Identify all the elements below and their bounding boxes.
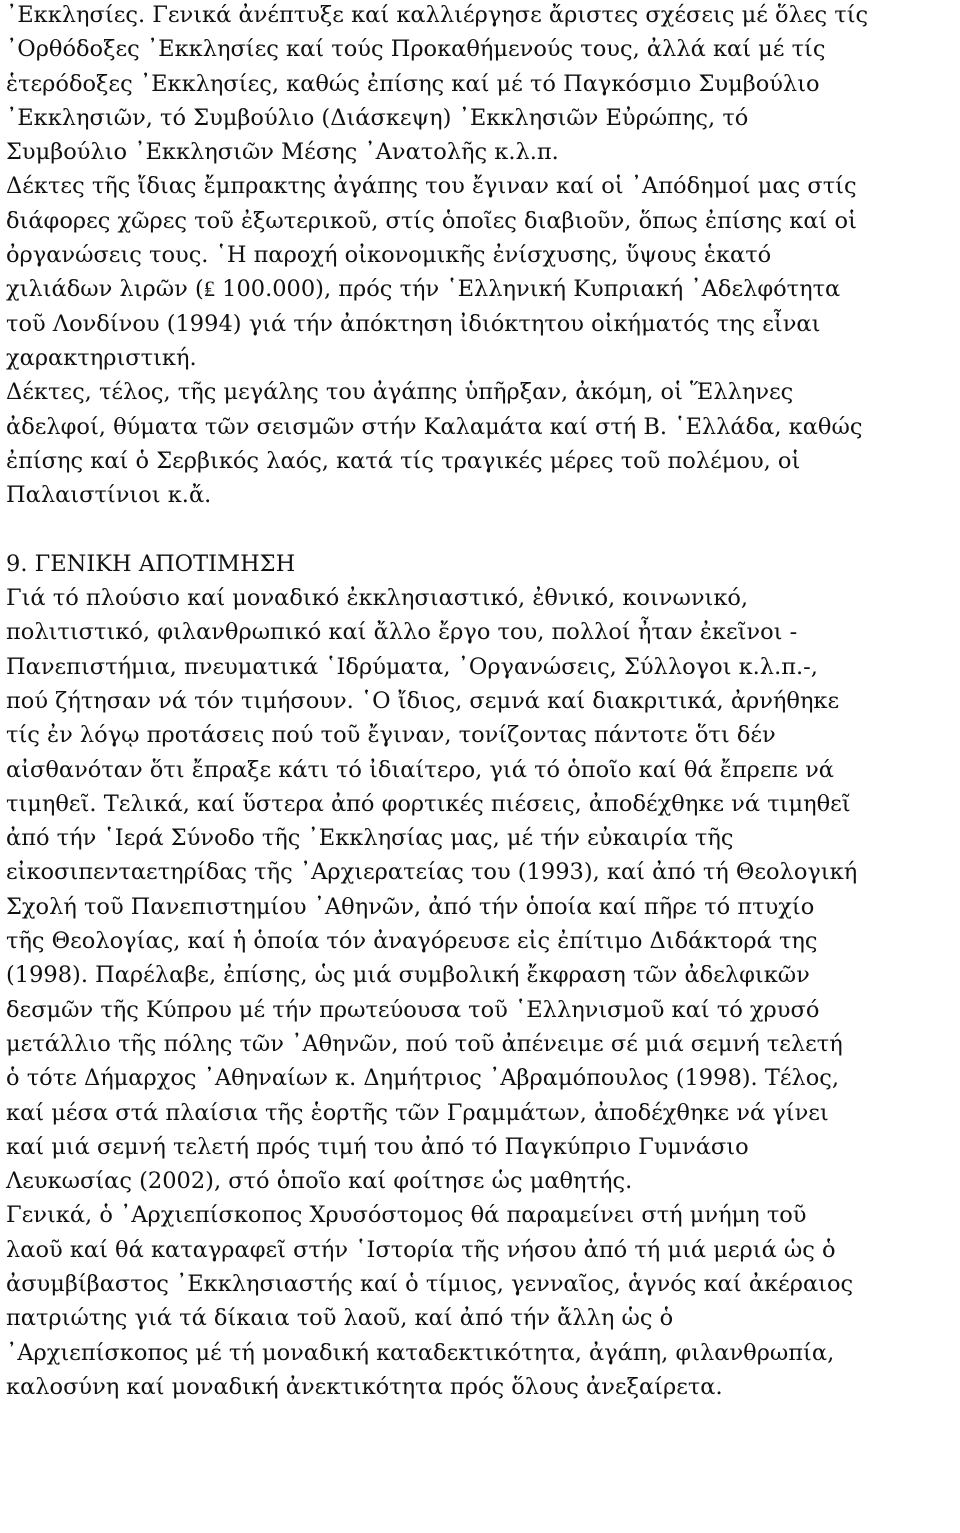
text-line: ὀργανώσεις τους. ῾Η παροχή οἰκονομικῆς ἐνίσχυσης, ὕψους ἑκατό — [6, 242, 772, 269]
text-line: χαρακτηριστική. — [6, 344, 197, 371]
text-line: Πανεπιστήμια, πνευματικά ῾Ιδρύματα, ᾿Οργανώσεις, Σύλλογοι κ.λ.π.-, — [6, 653, 818, 680]
paragraph-1 — [6, 0, 956, 169]
text-line: καί μιά σεμνή τελετή πρός τιμή του ἀπό τό Παγκύπριο Γυμνάσιο — [6, 1133, 749, 1160]
text-line: ἀσυμβίβαστος ᾿Εκκλησιαστής καί ὁ τίμιος, γενναῖος, ἁγνός καί ἀκέραιος — [6, 1270, 854, 1297]
text-line: πολιτιστικό, φιλανθρωπικό καί ἄλλο ἔργο του, πολλοί ἦταν ἐκεῖνοι - — [6, 619, 798, 646]
paragraph-3 — [6, 375, 956, 512]
text-line: τοῦ Λονδίνου (1994) γιά τήν ἀπόκτηση ἰδιόκτητου οἰκήματός της εἶναι — [6, 310, 821, 337]
text-line: διάφορες χῶρες τοῦ ἐξωτερικοῦ, στίς ὁποῖες διαβιοῦν, ὅπως ἐπίσης καί οἱ — [6, 207, 857, 234]
text-line: ᾿Εκκλησιῶν, τό Συμβούλιο (Διάσκεψη) ᾿Εκκλησιῶν Εὐρώπης, τό — [6, 104, 749, 131]
text-line: μετάλλιο τῆς πόλης τῶν ᾿Αθηνῶν, πού τοῦ ἀπένειμε σέ μιά σεμνή τελετή — [6, 1030, 843, 1057]
text-line: Γιά τό πλούσιο καί μοναδικό ἐκκλησιαστικό, ἐθνικό, κοινωνικό, — [6, 585, 749, 612]
text-line: καί μέσα στά πλαίσια τῆς ἑορτῆς τῶν Γραμμάτων, ἀποδέχθηκε νά γίνει — [6, 1099, 829, 1126]
text-line: καλοσύνη καί μοναδική ἀνεκτικότητα πρός ὅλους ἀνεξαίρετα. — [6, 1373, 723, 1400]
text-line: (1998). Παρέλαβε, ἐπίσης, ὡς μιά συμβολική ἔκφραση τῶν ἀδελφικῶν — [6, 962, 810, 989]
text-line: Παλαιστίνιοι κ.ἄ. — [6, 482, 212, 509]
text-line: ἀδελφοί, θύματα τῶν σεισμῶν στήν Καλαμάτα καί στή Β. ῾Ελλάδα, καθώς — [6, 413, 863, 440]
text-line: Λευκωσίας (2002), στό ὁποῖο καί φοίτησε ὡς μαθητής. — [6, 1168, 633, 1195]
paragraph-2 — [6, 169, 956, 375]
text-line: ἐπίσης καί ὁ Σερβικός λαός, κατά τίς τραγικές μέρες τοῦ πολέμου, οἱ — [6, 447, 801, 474]
blank-line — [6, 512, 956, 546]
text-line: δεσμῶν τῆς Κύπρου μέ τήν πρωτεύουσα τοῦ ῾Ελληνισμοῦ καί τό χρυσό — [6, 996, 820, 1023]
text-line: τιμηθεῖ. Τελικά, καί ὕστερα ἀπό φορτικές πιέσεις, ἀποδέχθηκε νά τιμηθεῖ — [6, 790, 851, 817]
text-line: πού ζήτησαν νά τόν τιμήσουν. ῾Ο ἴδιος, σεμνά καί διακριτικά, ἀρνήθηκε — [6, 687, 840, 714]
text-line: ᾿Εκκλησίες. Γενικά ἀνέπτυξε καί καλλιέργησε ἄριστες σχέσεις μέ ὅλες τίς — [6, 2, 869, 28]
text-line: αἰσθανόταν ὅτι ἔπραξε κάτι τό ἰδιαίτερο, γιά τό ὁποῖο καί θά ἔπρεπε νά — [6, 756, 834, 783]
text-line: εἰκοσιπενταετηρίδας τῆς ᾿Αρχιερατείας του (1993), καί ἀπό τή Θεολογική — [6, 859, 858, 886]
text-line: λαοῦ καί θά καταγραφεῖ στήν ῾Ιστορία τῆς νήσου ἀπό τή μιά μεριά ὡς ὁ — [6, 1236, 836, 1263]
text-line: Σχολή τοῦ Πανεπιστημίου ᾿Αθηνῶν, ἀπό τήν ὁποία καί πῆρε τό πτυχίο — [6, 893, 815, 920]
text-line: πατριώτης γιά τά δίκαια τοῦ λαοῦ, καί ἀπό τήν ἄλλη ὡς ὁ — [6, 1305, 674, 1332]
text-line: ᾿Αρχιεπίσκοπος μέ τή μοναδική καταδεκτικότητα, ἀγάπη, φιλανθρωπία, — [6, 1339, 835, 1366]
text-line: Συμβούλιο ᾿Εκκλησιῶν Μέσης ᾿Ανατολῆς κ.λ.π. — [6, 139, 559, 166]
text-line: ὁ τότε Δήμαρχος ᾿Αθηναίων κ. Δημήτριος ᾿Αβραμόπουλος (1998). Τέλος, — [6, 1065, 840, 1092]
text-line: Γενικά, ὁ ᾿Αρχιεπίσκοπος Χρυσόστομος θά παραμείνει στή μνήμη τοῦ — [6, 1202, 807, 1229]
text-line: τῆς Θεολογίας, καί ἡ ὁποία τόν ἀναγόρευσε εἰς ἐπίτιμο Διδάκτορά της — [6, 928, 818, 955]
text-line: χιλιάδων λιρῶν (₤ 100.000), πρός τήν ῾Ελληνική Κυπριακή ᾿Αδελφότητα — [6, 276, 841, 303]
text-line: τίς ἐν λόγῳ προτάσεις πού τοῦ ἔγιναν, τονίζοντας πάντοτε ὅτι δέν — [6, 722, 776, 749]
document-page — [6, 0, 956, 1404]
paragraph-5 — [6, 1198, 956, 1404]
text-line: ἀπό τήν ῾Ιερά Σύνοδο τῆς ᾿Εκκλησίας μας, μέ τήν εὐκαιρία τῆς — [6, 825, 734, 852]
paragraph-4 — [6, 581, 956, 1198]
text-line: Δέκτες, τέλος, τῆς μεγάλης του ἀγάπης ὑπῆρξαν, ἀκόμη, οἱ Ἕλληνες — [6, 379, 794, 406]
text-line: ἑτερόδοξες ᾿Εκκλησίες, καθώς ἐπίσης καί μέ τό Παγκόσμιο Συμβούλιο — [6, 70, 820, 97]
text-line: Δέκτες τῆς ἴδιας ἔμπρακτης ἀγάπης του ἔγιναν καί οἱ ᾿Απόδημοί μας στίς — [6, 173, 857, 200]
section-heading: 9. ΓΕΝΙΚΗ ΑΠΟΤΙΜΗΣΗ — [6, 550, 296, 577]
text-line: ᾿Ορθόδοξες ᾿Εκκλησίες καί τούς Προκαθήμενούς τους, ἀλλά καί μέ τίς — [6, 36, 826, 63]
